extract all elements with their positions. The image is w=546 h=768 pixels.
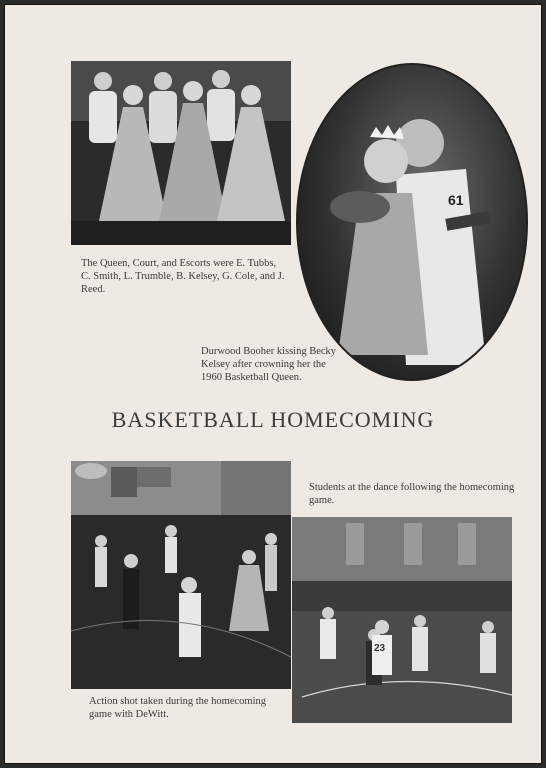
dance-caption: Students at the dance following the homecoming game. <box>309 482 515 506</box>
crowning-photo <box>296 63 528 381</box>
court-photo-illustration <box>71 61 291 245</box>
jersey-number-61: 61 <box>448 192 464 208</box>
game-action-photo <box>292 517 512 723</box>
dance-photo <box>71 461 291 689</box>
jersey-number-23: 23 <box>374 643 386 654</box>
court-caption: The Queen, Court, and Escorts were E. Tubbs, C. Smith, L. Trumble, B. Kelsey, G. Cole, and J. Reed. <box>81 258 285 295</box>
game-action-photo-illustration <box>292 517 512 723</box>
dance-photo-illustration <box>71 461 291 689</box>
crowning-photo-illustration <box>298 65 526 379</box>
action-caption: Action shot taken during the homecoming game with DeWitt. <box>89 696 267 720</box>
page-title: BASKETBALL HOMECOMING <box>111 407 435 432</box>
court-photo <box>71 61 291 245</box>
yearbook-page <box>4 4 542 764</box>
crowning-caption: Durwood Booher kissing Becky Kelsey after crowning her the 1960 Basketball Queen. <box>201 346 337 383</box>
